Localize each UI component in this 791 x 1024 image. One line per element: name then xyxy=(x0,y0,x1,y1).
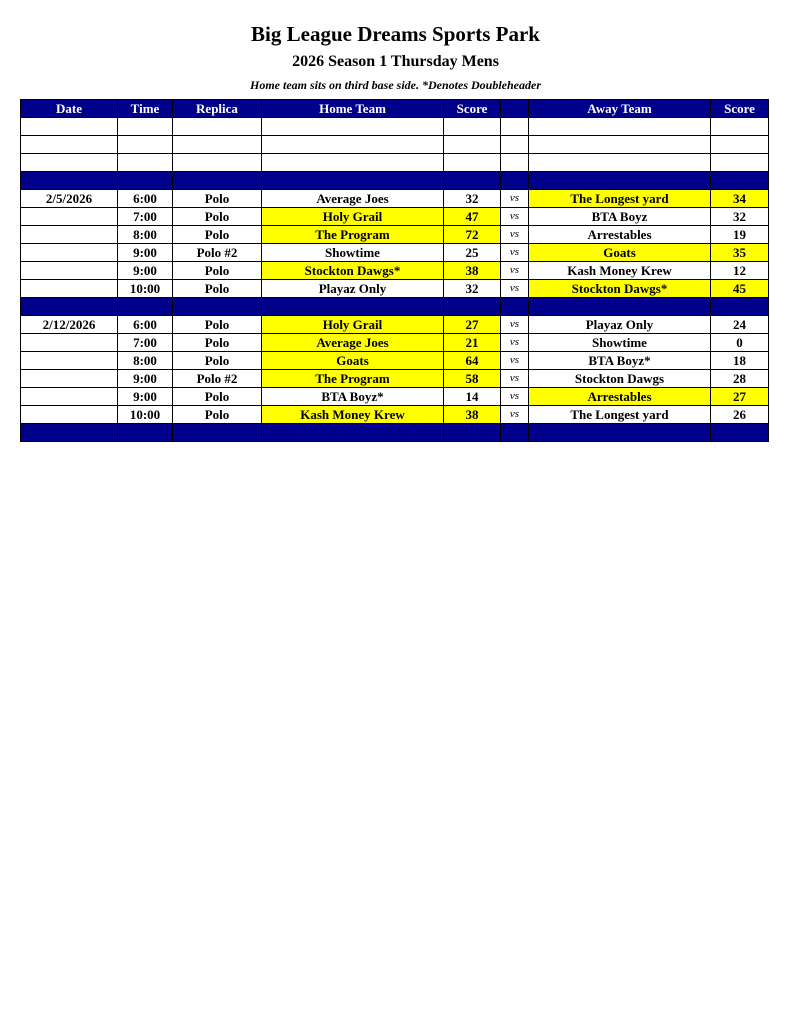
vs-label: vs xyxy=(501,208,529,226)
away-team: Goats xyxy=(529,244,711,262)
game-time: 10:00 xyxy=(118,406,173,424)
page-title: Big League Dreams Sports Park xyxy=(251,22,540,46)
blank-row xyxy=(21,154,769,172)
game-row xyxy=(21,370,769,388)
home-team: Playaz Only xyxy=(262,280,444,298)
header-away-team: Away Team xyxy=(529,100,711,118)
vs-label: vs xyxy=(501,388,529,406)
game-time: 7:00 xyxy=(118,208,173,226)
game-row xyxy=(21,262,769,280)
game-date xyxy=(21,208,118,226)
game-replica: Polo xyxy=(173,388,262,406)
game-row xyxy=(21,334,769,352)
vs-label: vs xyxy=(501,334,529,352)
page-subtitle: 2026 Season 1 Thursday Mens xyxy=(292,53,499,70)
away-team: BTA Boyz xyxy=(529,208,711,226)
home-score: 64 xyxy=(444,352,501,370)
away-score: 35 xyxy=(711,244,769,262)
schedule-table xyxy=(20,99,769,442)
home-team: Holy Grail xyxy=(262,316,444,334)
away-team: BTA Boyz* xyxy=(529,352,711,370)
header-vs-blank xyxy=(501,100,529,118)
home-team: The Program xyxy=(262,370,444,388)
away-score: 32 xyxy=(711,208,769,226)
home-score: 58 xyxy=(444,370,501,388)
away-team: Showtime xyxy=(529,334,711,352)
away-score: 12 xyxy=(711,262,769,280)
vs-label: vs xyxy=(501,406,529,424)
game-date xyxy=(21,262,118,280)
game-time: 7:00 xyxy=(118,334,173,352)
game-row xyxy=(21,226,769,244)
home-team: Kash Money Krew xyxy=(262,406,444,424)
game-date xyxy=(21,406,118,424)
home-score: 32 xyxy=(444,280,501,298)
header-replica: Replica xyxy=(173,100,262,118)
game-replica: Polo xyxy=(173,262,262,280)
away-score: 18 xyxy=(711,352,769,370)
home-team: Stockton Dawgs* xyxy=(262,262,444,280)
game-replica: Polo xyxy=(173,208,262,226)
vs-label: vs xyxy=(501,280,529,298)
vs-label: vs xyxy=(501,316,529,334)
home-score: 38 xyxy=(444,262,501,280)
header-row xyxy=(21,100,769,118)
away-score: 28 xyxy=(711,370,769,388)
separator-row xyxy=(21,424,769,442)
home-score: 47 xyxy=(444,208,501,226)
game-date xyxy=(21,280,118,298)
game-replica: Polo xyxy=(173,226,262,244)
schedule-note: Home team sits on third base side. *Denotes Doubleheader xyxy=(250,78,541,92)
game-date xyxy=(21,226,118,244)
home-team: Average Joes xyxy=(262,190,444,208)
game-date xyxy=(21,334,118,352)
game-row xyxy=(21,190,769,208)
game-replica: Polo xyxy=(173,334,262,352)
game-time: 9:00 xyxy=(118,370,173,388)
vs-label: vs xyxy=(501,352,529,370)
away-score: 34 xyxy=(711,190,769,208)
game-date xyxy=(21,244,118,262)
game-time: 9:00 xyxy=(118,244,173,262)
game-time: 9:00 xyxy=(118,388,173,406)
away-team: The Longest yard xyxy=(529,406,711,424)
vs-label: vs xyxy=(501,370,529,388)
home-team: Showtime xyxy=(262,244,444,262)
header-date: Date xyxy=(21,100,118,118)
away-team: Arrestables xyxy=(529,226,711,244)
game-time: 8:00 xyxy=(118,352,173,370)
game-date xyxy=(21,388,118,406)
away-score: 27 xyxy=(711,388,769,406)
game-row xyxy=(21,244,769,262)
home-team: Goats xyxy=(262,352,444,370)
home-team: Average Joes xyxy=(262,334,444,352)
header-away-score: Score xyxy=(711,100,769,118)
game-replica: Polo xyxy=(173,406,262,424)
game-date xyxy=(21,370,118,388)
vs-label: vs xyxy=(501,226,529,244)
separator-row xyxy=(21,298,769,316)
vs-label: vs xyxy=(501,262,529,280)
away-team: Stockton Dawgs xyxy=(529,370,711,388)
away-score: 19 xyxy=(711,226,769,244)
separator-row xyxy=(21,172,769,190)
game-date xyxy=(21,352,118,370)
game-time: 9:00 xyxy=(118,262,173,280)
game-replica: Polo #2 xyxy=(173,244,262,262)
game-row xyxy=(21,208,769,226)
home-score: 38 xyxy=(444,406,501,424)
game-row xyxy=(21,388,769,406)
game-row xyxy=(21,352,769,370)
home-team: Holy Grail xyxy=(262,208,444,226)
game-replica: Polo #2 xyxy=(173,370,262,388)
blank-row xyxy=(21,118,769,136)
home-score: 25 xyxy=(444,244,501,262)
game-row xyxy=(21,316,769,334)
header-home-score: Score xyxy=(444,100,501,118)
away-team: The Longest yard xyxy=(529,190,711,208)
game-replica: Polo xyxy=(173,316,262,334)
away-team: Stockton Dawgs* xyxy=(529,280,711,298)
away-score: 45 xyxy=(711,280,769,298)
header-home-team: Home Team xyxy=(262,100,444,118)
game-date: 2/12/2026 xyxy=(21,316,118,334)
home-team: BTA Boyz* xyxy=(262,388,444,406)
away-team: Arrestables xyxy=(529,388,711,406)
game-row xyxy=(21,280,769,298)
home-score: 32 xyxy=(444,190,501,208)
away-team: Kash Money Krew xyxy=(529,262,711,280)
game-time: 6:00 xyxy=(118,190,173,208)
away-score: 26 xyxy=(711,406,769,424)
game-time: 6:00 xyxy=(118,316,173,334)
vs-label: vs xyxy=(501,190,529,208)
schedule-body xyxy=(21,118,769,442)
game-replica: Polo xyxy=(173,280,262,298)
home-score: 14 xyxy=(444,388,501,406)
game-row xyxy=(21,406,769,424)
game-time: 10:00 xyxy=(118,280,173,298)
game-replica: Polo xyxy=(173,352,262,370)
game-replica: Polo xyxy=(173,190,262,208)
away-team: Playaz Only xyxy=(529,316,711,334)
away-score: 24 xyxy=(711,316,769,334)
header-time: Time xyxy=(118,100,173,118)
vs-label: vs xyxy=(501,244,529,262)
home-score: 21 xyxy=(444,334,501,352)
blank-row xyxy=(21,136,769,154)
home-score: 72 xyxy=(444,226,501,244)
home-team: The Program xyxy=(262,226,444,244)
game-date: 2/5/2026 xyxy=(21,190,118,208)
game-time: 8:00 xyxy=(118,226,173,244)
home-score: 27 xyxy=(444,316,501,334)
away-score: 0 xyxy=(711,334,769,352)
